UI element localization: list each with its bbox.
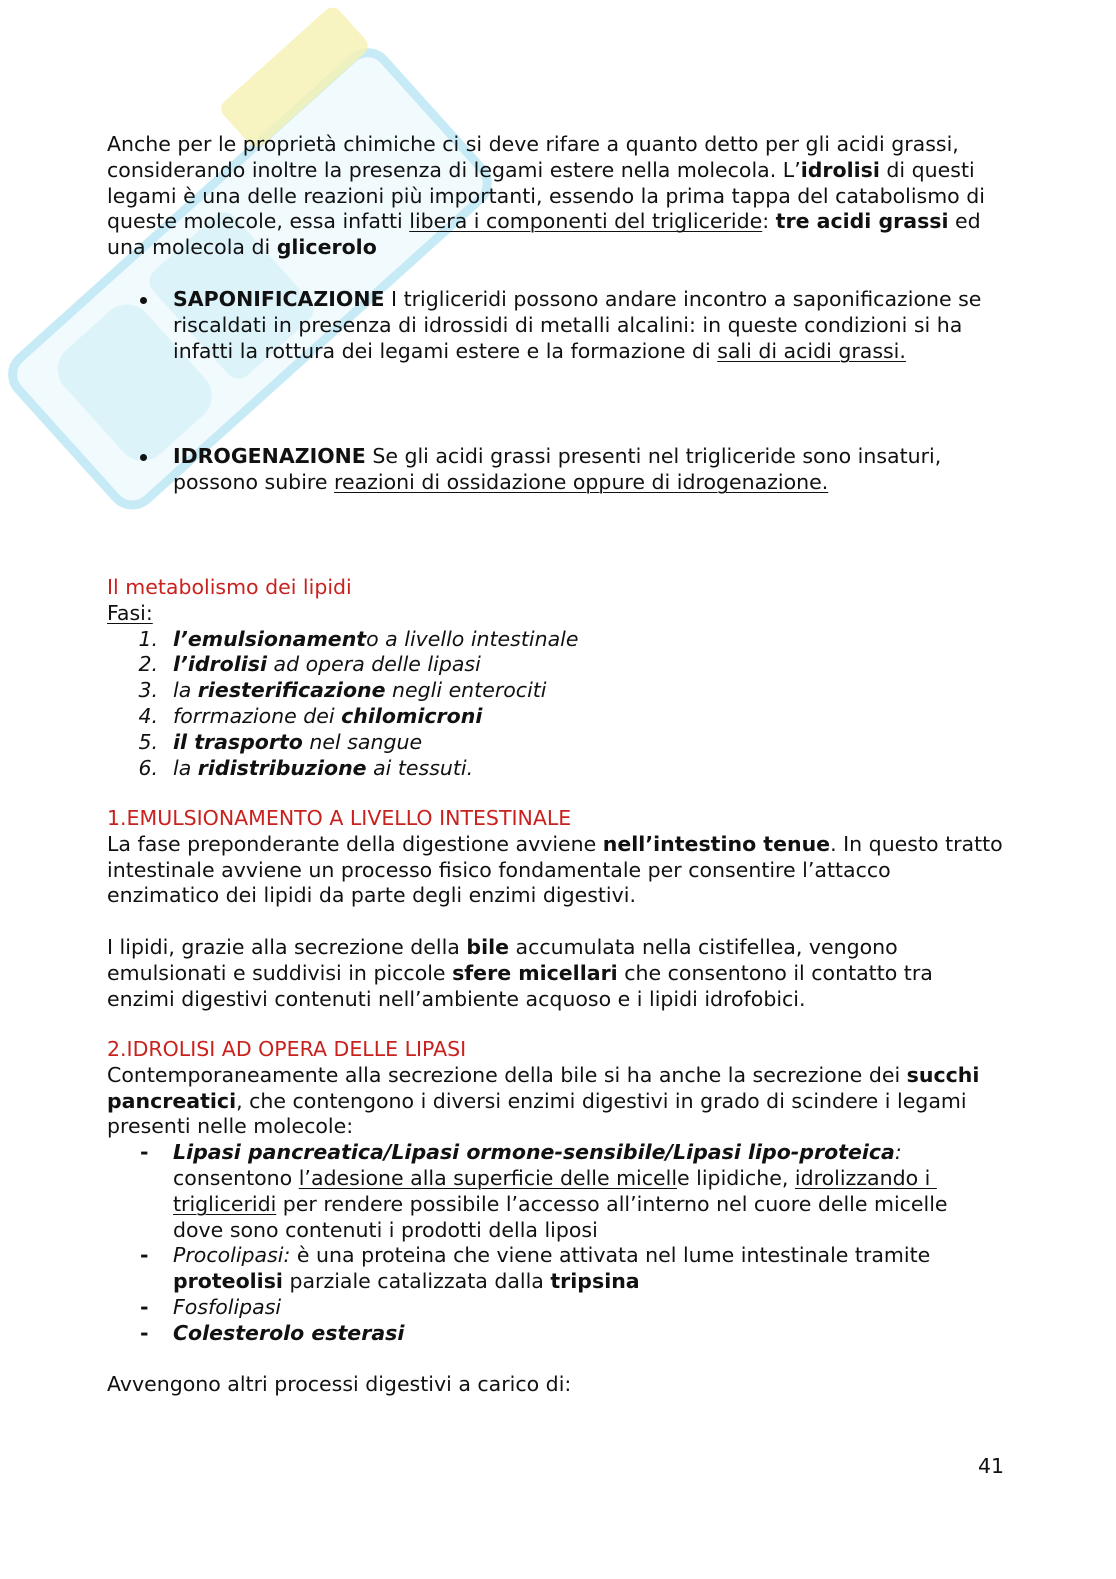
text-line: [173, 652, 578, 678]
phase-item: [107, 652, 578, 678]
enzyme-name: Lipasi pancreatica/Lipasi ormone-sensibile/Lipasi lipo-proteica: [173, 1140, 895, 1165]
underlined-phrase: libera i componenti del trigliceride: [409, 209, 763, 234]
text-line: [107, 883, 1003, 909]
text-run: la: [173, 678, 198, 703]
section-heading: 1.EMULSIONAMENTO A LIVELLO INTESTINALE: [107, 806, 572, 830]
text-run: Se gli acidi grassi presenti nel trigliceride sono insaturi,: [365, 444, 942, 469]
phase-term: l’emulsionament: [173, 626, 367, 651]
text-run: :: [894, 1140, 902, 1165]
term-idrogenazione: IDROGENAZIONE: [173, 444, 366, 469]
metabolism-section: [107, 575, 578, 781]
text-run: enzimi digestivi contenuti nell’ambiente acquoso e i lipidi idrofobici.: [107, 986, 806, 1011]
text-line: [173, 678, 578, 704]
text-line: [173, 287, 1116, 313]
intro-paragraph: [107, 132, 985, 261]
text-line: [173, 756, 578, 782]
enzyme-name: Colesterolo esterasi: [173, 1320, 405, 1345]
paragraph-gap: [107, 1347, 979, 1373]
term-sfere-micellari: sfere micellari: [452, 960, 618, 985]
text-line: [107, 601, 578, 627]
text-run: La fase preponderante della digestione avviene: [107, 831, 603, 856]
phase-term: ridistribuzione: [197, 755, 367, 780]
text-line: [173, 444, 1116, 470]
text-run: infatti la rottura dei legami estere e la formazione di: [173, 338, 718, 363]
paragraph-gap: [107, 909, 1003, 935]
text-line: [173, 339, 1116, 365]
enzyme-item-lipasi: [107, 1140, 979, 1243]
text-run: e lipidiche,: [677, 1165, 795, 1190]
phase-item: [107, 678, 578, 704]
text-run: riscaldati in presenza di idrossidi di metalli alcalini: in queste condizioni si ha: [173, 312, 963, 337]
dash-marker: -: [140, 1294, 149, 1319]
dash-marker: -: [140, 1243, 149, 1268]
text-line: [173, 627, 578, 653]
bullet-item-idrogenazione: [107, 444, 1116, 496]
text-line: [107, 1089, 979, 1115]
underlined-phrase: trigliceridi: [173, 1191, 277, 1216]
text-line: [173, 1166, 979, 1192]
text-run: I trigliceridi possono andare incontro a saponificazione se: [384, 287, 982, 311]
term-intestino-tenue: nell’intestino tenue: [602, 831, 831, 856]
section-heading: Il metabolismo dei lipidi: [107, 575, 352, 599]
text-run: , che contengono i diversi enzimi digestivi in grado di scindere i legami: [236, 1088, 967, 1113]
text-run: di questi: [879, 157, 975, 182]
phase-item: [107, 730, 578, 756]
bullet-marker: [140, 297, 147, 304]
phase-item: [107, 627, 578, 653]
text-line: [173, 704, 578, 730]
text-line: [173, 730, 578, 756]
enzyme-item-fosfolipasi: [107, 1295, 979, 1321]
text-run: nel sangue: [302, 729, 423, 754]
text-run: dove sono contenuti i prodotti della liposi: [173, 1217, 598, 1242]
underlined-phrase: idrolizzando i: [794, 1165, 937, 1190]
term-idrolisi: idrolisi: [800, 157, 880, 182]
list-number: 3.: [138, 678, 158, 703]
term-pancreatici: pancreatici: [107, 1088, 237, 1113]
text-line: [173, 1192, 979, 1218]
text-run: Contemporaneamente alla secrezione della bile si ha anche la secrezione dei: [107, 1062, 907, 1087]
enzyme-name: Procolipasi:: [173, 1243, 291, 1268]
hydrolysis-section: [107, 1037, 979, 1398]
text-run: ed: [948, 209, 981, 234]
text-run: ai tessuti.: [366, 755, 474, 780]
text-line: [107, 1114, 979, 1140]
phase-term: chilomicroni: [341, 703, 483, 728]
phase-item: [107, 704, 578, 730]
bullet-item-saponificazione: [107, 287, 1116, 364]
phase-term: l’idrolisi: [173, 652, 267, 677]
text-line: [107, 184, 985, 210]
text-run: ad opera delle lipasi: [267, 652, 481, 677]
text-run: presenti nelle molecole:: [107, 1114, 354, 1139]
text-run: :: [762, 209, 776, 234]
text-line: [173, 1321, 979, 1347]
text-line: [107, 858, 1003, 884]
list-number: 1.: [138, 626, 158, 651]
phase-term: riesterificazione: [197, 678, 386, 703]
enzyme-item-colesterolo-esterasi: [107, 1321, 979, 1347]
text-run: Anche per le proprietà chimiche ci si deve rifare a quanto detto per gli acidi grassi,: [107, 132, 959, 156]
text-run: emulsionati e suddivisi in piccole: [107, 960, 453, 985]
underlined-phrase: l’adesione alla superficie delle micell: [298, 1165, 678, 1190]
text-run: la: [173, 755, 198, 780]
text-run: . In questo tratto: [830, 831, 1003, 856]
text-run: è una proteina che viene attivata nel lume intestinale tramite: [290, 1243, 931, 1268]
text-line: [107, 158, 985, 184]
phases-label: Fasi:: [107, 600, 153, 625]
term-succhi: succhi: [906, 1062, 980, 1087]
term-proteolisi: proteolisi: [173, 1269, 283, 1294]
list-number: 5.: [138, 729, 158, 754]
text-run: legami è una delle reazioni più importanti, essendo la prima tappa del catabolismo di: [107, 183, 985, 208]
text-run: per rendere possibile l’accesso all’interno nel cuore delle micelle: [276, 1191, 948, 1216]
text-line: [107, 935, 1003, 961]
text-line: [173, 470, 1116, 496]
text-run: che consentono il contatto tra: [617, 960, 933, 985]
underlined-phrase: sali di acidi grassi.: [717, 338, 906, 363]
text-line: [107, 209, 985, 235]
list-number: 6.: [138, 755, 158, 780]
phase-term: il trasporto: [173, 729, 303, 754]
text-run: negli enterociti: [385, 678, 547, 703]
term-saponificazione: SAPONIFICAZIONE: [173, 287, 385, 311]
text-run: consentono: [173, 1165, 299, 1190]
term-glicerolo: glicerolo: [276, 235, 377, 260]
enzyme-item-procolipasi: [107, 1243, 979, 1295]
text-run: parziale catalizzata dalla: [282, 1269, 551, 1294]
page-number: 41: [978, 1454, 1005, 1478]
list-number: 4.: [138, 703, 158, 728]
text-line: [173, 1218, 979, 1244]
term-bile: bile: [466, 934, 510, 959]
text-run: forrmazione dei: [173, 703, 342, 728]
emulsion-section: [107, 806, 1003, 1012]
underlined-phrase: reazioni di ossidazione oppure di idrogenazione.: [334, 470, 829, 495]
term-tre-acidi-grassi: tre acidi grassi: [775, 209, 949, 234]
text-run: una molecola di: [107, 235, 277, 260]
closing-line: Avvengono altri processi digestivi a carico di:: [107, 1372, 572, 1397]
text-run: accumulata nella cistifellea, vengono: [509, 934, 898, 959]
text-line: [107, 987, 1003, 1013]
section-heading: 2.IDROLISI AD OPERA DELLE LIPASI: [107, 1037, 467, 1061]
text-line: [173, 1243, 979, 1269]
text-line: [107, 235, 985, 261]
text-run: considerando inoltre la presenza di legami estere nella molecola. L’: [107, 157, 801, 182]
text-run: enzimatico dei lipidi da parte degli enzimi digestivi.: [107, 883, 636, 908]
dash-marker: -: [140, 1140, 149, 1165]
text-line: [173, 1269, 979, 1295]
dash-marker: -: [140, 1320, 149, 1345]
phase-item: [107, 756, 578, 782]
text-line: [173, 1295, 979, 1321]
text-line: [107, 832, 1003, 858]
text-run: intestinale avviene un processo fisico fondamentale per consentire l’attacco: [107, 857, 891, 882]
text-line: [107, 132, 985, 158]
text-line: [173, 1140, 979, 1166]
bullet-marker: [140, 454, 147, 461]
text-run: o a livello intestinale: [366, 626, 579, 651]
text-line: [107, 1063, 979, 1089]
text-run: possono subire: [173, 470, 334, 495]
text-run: I lipidi, grazie alla secrezione della: [107, 934, 467, 959]
text-line: [107, 961, 1003, 987]
list-number: 2.: [138, 652, 158, 677]
enzyme-name: Fosfolipasi: [173, 1294, 282, 1319]
text-line: [173, 313, 1116, 339]
term-tripsina: tripsina: [550, 1269, 640, 1294]
text-run: queste molecole, essa infatti: [107, 209, 410, 234]
